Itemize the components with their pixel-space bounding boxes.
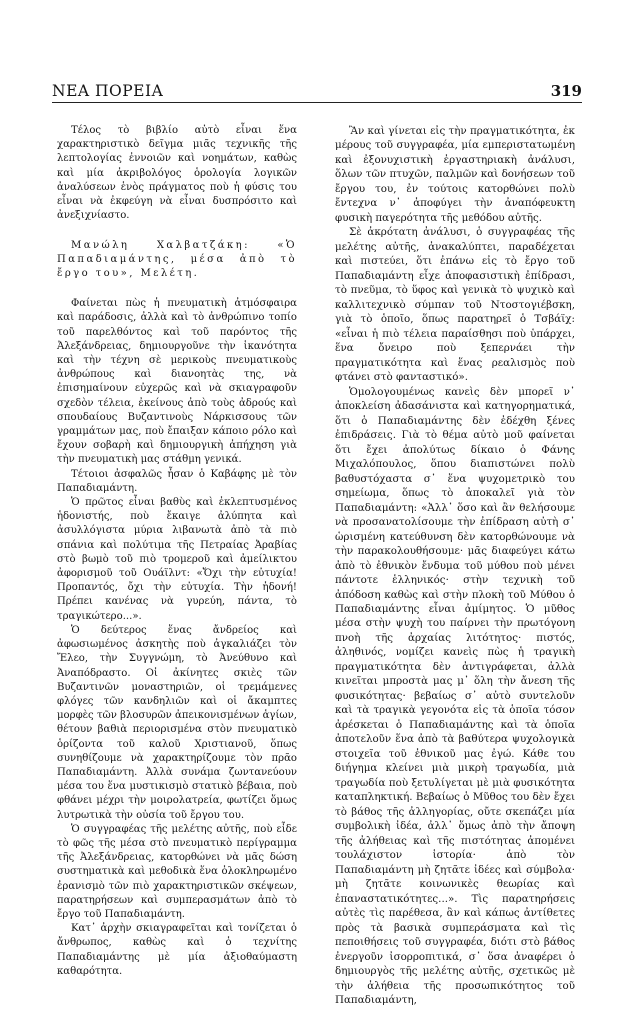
paragraph: Σὲ ἀκρότατη ἀνάλυσι, ὁ συγγραφέας τῆς μελέτης αὐτῆς, ἀνακαλύπτει, παραδέχεται καὶ πιστεύει, ὅτι ἐπάνω εἰς τὸ ἔργο τοῦ Παπαδιαμάντη εἶχε ἀποφασιστικὴ ἐπίδρασι, τὸ πνεῦμα, τὸ ὕφος καὶ γενικὰ τὸ ψυχικὸ καὶ καλλιτεχνικὸ σύμπαν τοῦ Ντοστογιέβσκη, γιὰ τὸ ὁποῖο, ὅπως παρατηρεῖ ὁ Τσβάϊχ: «εἶναι ἡ πιὸ τέλεια παραίσθησι ποὺ ὑπάρχει, ἕνα ὄνειρο ποὺ ξεπερνάει τὴν πραγματικότητα καὶ ἕνας ρεαλισμὸς ποὺ φτάνει στὸ φανταστικό».: [335, 226, 575, 384]
paragraph: Ὁ πρῶτος εἶναι βαθὺς καὶ ἐκλεπτυσμένος ἡδονιστής, ποὺ ἔκαιγε ἀλύπητα καὶ ἀσυλλόγιστα μύρια λιβανωτὰ ἀπὸ τὰ πιὸ σπάνια καὶ πολύτιμα τῆς Πετραίας Ἀραβίας στὸ βωμὸ τοῦ πιὸ τρομεροῦ καὶ ἀμείλικτου ἀφορισμοῦ τοῦ Ουάϊλντ: «Ὄχι τὴν εὐτυχία! Προπαντός, ὄχι τὴν εὐτυχία. Τὴν ἡδονή! Πρέπει κανένας νὰ γυρεύη, πάντα, τὸ τραγικώτερο...».: [57, 497, 297, 622]
right-column: [335, 124, 575, 1008]
intro-paragraph: Τέλος τὸ βιβλίο αὐτὸ εἶναι ἕνα χαρακτηριστικὸ δεῖγμα μιᾶς τεχνικῆς τῆς λεπτολογίας ἐννοιῶν καὶ νοημάτων, καθὼς καὶ μία ἀκριβολόγος ὁρολογία λογικῶν ἀναλύσεων ἑνὸς πράγματος ποὺ ἡ φύσις του εἶναι νὰ ἐκφεύγη νὰ εἶναι δυσπρόσιτο καὶ ἀνεξιχνίαστο.: [57, 125, 297, 222]
page-number: 319: [550, 82, 582, 100]
review-heading: Μανώλη Χαλβατζάκη: «Ὁ Παπαδιαμάντης, μέσα ἀπὸ τὸ ἔργο του», Μελέτη.: [57, 240, 297, 280]
paragraph: Ὁμολογουμένως κανεὶς δὲν μπορεῖ ν᾽ ἀποκλείση ἀδασάνιστα καὶ κατηγορηματικά, ὅτι ὁ Παπαδιαμάντης δὲν ἐδέχθη ξένες ἐπιδράσεις. Γιὰ τὸ θέμα αὐτὸ μοῦ φαίνεται ὅτι ἔχει ἀπολύτως δίκαιο ὁ Φάνης Μιχαλόπουλος, ὅπου διαπιστώνει πολὺ βαθυστόχαστα σ᾽ ἕνα ψυχομετρικὸ του σημείωμα, ὅπως τὸ ἀποκαλεῖ γιὰ τὸν Παπαδιαμάντη: «Ἀλλ᾽ ὅσο καὶ ἂν θελήσουμε νὰ προσανατολίσουμε τὴν ἐπίδραση αὐτὴ σ᾽ ὡρισμένη κατεύθυνση δὲν κατορθώνουμε νὰ τὴν παρακολουθήσουμε· μᾶς διαφεύγει κάτω ἀπὸ τὸ ἐθνικὸν ἔνδυμα τοῦ μύθου ποὺ μένει πάντοτε ἑλληνικός· στὴν τεχνικὴ τοῦ ἀπόδοση καθὼς καὶ στὴν πλοκὴ τοῦ Μύθου ὁ Παπαδιαμάντης εἶναι ἀμίμητος. Ὁ μῦθος μέσα στὴν ψυχὴ του παίρνει τὴν πρωτόγονη πνοὴ τῆς ἀρχαίας λιτότητος· πιστός, ἀληθινός, νομίζει κανεὶς πὼς ἡ τραγικὴ πραγματικότητα δὲν ἀντιγράφεται, ἀλλὰ κινεῖται μπροστὰ μας μ᾽ ὅλη τὴν ἄνεση τῆς φυσικότητας· βεβαίως σ᾽ αὐτὸ συντελοῦν καὶ τὰ τραγικὰ γεγονότα εἰς τὰ ὁποῖα τόσον ἀρέσκεται ὁ Παπαδιαμάντης καὶ τὰ ὁποῖα ἀποτελοῦν ἕνα ἀπὸ τὰ βαθύτερα ψυχολογικὰ στοιχεῖα τοῦ ἐθνικοῦ μας ἐγώ. Κάθε του διήγημα κλείνει μιὰ μικρὴ τραγωδία, μιὰ τραγωδία ποὺ ξετυλίγεται μὲ μιὰ φυσικότητα καταπληκτική. Βεβαίως ὁ Μῦθος του δὲν ἔχει τὸ βάθος τῆς ἀλληγορίας, οὔτε σκεπάζει μία συμβολικὴ ἰδέα, ἀλλ᾽ ὅμως ἀπὸ τὴν ἄποψη τῆς ἀλήθειας καὶ τῆς πιστότητας ἀπομένει τουλάχιστον ἱστορία· ἀπὸ τὸν Παπαδιαμάντη μὴ ζητᾶτε ἰδέες καὶ σύμβολα· μὴ ζητᾶτε κοινωνικὲς θεωρίας καὶ ἐπαναστατικότητες...». Τὶς παρατηρήσεις αὐτὲς τὶς παρέθεσα, ἂν καὶ κάπως ἀντίθετες πρὸς τὰ βασικὰ συμπεράσματα καὶ τὶς πεποιθήσεις τοῦ συγγραφέα, διότι στὸ βάθος ἐνεργοῦν ἰσορροπιτικά, σ᾽ ὅσα ἀναφέρει ὁ δημιουργὸς τῆς μελέτης αὐτῆς, σχετικῶς μὲ τὴν ἀλήθεια τῆς προσωπικότητος τοῦ Παπαδιαμάντη,: [335, 385, 575, 1007]
left-column: [57, 124, 297, 979]
running-header: [52, 82, 582, 103]
paragraph: Τέτοιοι ἀσφαλῶς ἦσαν ὁ Καβάφης μὲ τὸν Παπαδιαμάντη.: [57, 468, 297, 494]
journal-title: ΝΕΑ ΠΟΡΕΙΑ: [52, 82, 164, 100]
paragraph: Φαίνεται πὼς ἡ πνευματικὴ ἀτμόσφαιρα καὶ παράδοσις, ἀλλὰ καὶ τὸ ἀνθρώπινο τοπίο τοῦ παρελθόντος καὶ τοῦ παρόντος τῆς Ἀλεξάνδρειας, δημιουργοῦνε τὴν ἱκανότητα καὶ τὴν τέχνη σὲ μερικοὺς πνευματικοὺς ἀνθρώπους καὶ διανοητὰς της, νὰ ἐπισημαίνουν εὐχερῶς καὶ νὰ σκιαγραφοῦν σχεδὸν τέλεια, ἐκείνους ἀπὸ τοὺς ἀδρούς καὶ σπουδαίους Βυζαντινοὺς Νάρκισσους τῶν γραμμάτων μας, ποὺ ἔπαιξαν κάποιο ρόλο καὶ ἔχουν σοβαρὴ καὶ δημιουργικὴ ἀπήχηση γιὰ τὴν πνευματικὴ μας στάθμη γενικά.: [57, 298, 297, 466]
paragraph: Ὁ δεύτερος ἕνας ἄνδρείος καὶ ἀφωσιωμένος ἀσκητὴς ποὺ ἀγκαλιάζει τὸν Ἔλεο, τὴν Συγγνώμη, τὸ Ἀνεύθυνο καὶ Ἀναπόδραστο. Οἱ ἀκίνητες σκιὲς τῶν Βυζαντινῶν μοναστηριῶν, οἱ τρεμάμενες φλόγες τῶν κανδηλιῶν καὶ οἱ ἄκαμπτες μορφὲς τῶν βλοσυρῶν ἀπεικονισμένων ἁγίων, θέτουν βαθιὰ περιορισμένα στὸν πνευματικὸ ὁρίζοντα τοῦ καλοῦ Χριστιανοῦ, ὅπως συνηθίζουμε νὰ χαρακτηρίζουμε τὸν πρᾶο Παπαδιαμάντη. Ἀλλὰ συνάμα ζωντανεύουν μέσα του ἕνα μυστικισμὸ στατικὸ βέβαια, ποὺ φθάνει μέχρι τὴν μοιρολατρεία, φωτίζει ὅμως λυτρωτικὰ τὴν οὐσία τοῦ ἔργου του.: [57, 624, 297, 821]
paragraph: Κατ᾽ ἀρχὴν σκιαγραφεῖται καὶ τονίζεται ὁ ἄνθρωπος, καθὼς καὶ ὁ τεχνίτης Παπαδιαμάντης μὲ μία ἀξιοθαύμαστη καθαρότητα.: [57, 923, 297, 977]
paragraph: Ἂν καὶ γίνεται εἰς τὴν πραγματικότητα, ἐκ μέρους τοῦ συγγραφέα, μία εμπεριστατωμένη καὶ ἐξονυχιστικὴ ἐργαστηριακὴ ἀνάλυσι, ὅλων τῶν πτυχῶν, παλμῶν καὶ δονήσεων τοῦ ἔργου του, ἐν τούτοις κατορθώνει πολὺ ἔντεχνα ν᾽ ἀποφύγει τὴν ἀναπόφευκτη φυσικὴ παγερότητα τῆς μεθόδου αὐτῆς.: [335, 125, 575, 224]
paragraph: Ὁ συγγραφέας τῆς μελέτης αὐτῆς, ποὺ εἶδε τὸ φῶς τῆς μέσα στὸ πνευματικὸ περίγραμμα τῆς Ἀλεξάνδρειας, κατορθώνει νὰ μᾶς δώση συστηματικὰ καὶ μεθοδικὰ ἕνα ὁλοκληρωμένο ἐρανισμὸ τῶν πιὸ χαρακτηριστικῶν σκέψεων, παρατηρήσεων καὶ συμπερασμάτων ἀπὸ τὸ ἔργο τοῦ Παπαδιαμάντη.: [57, 823, 297, 920]
